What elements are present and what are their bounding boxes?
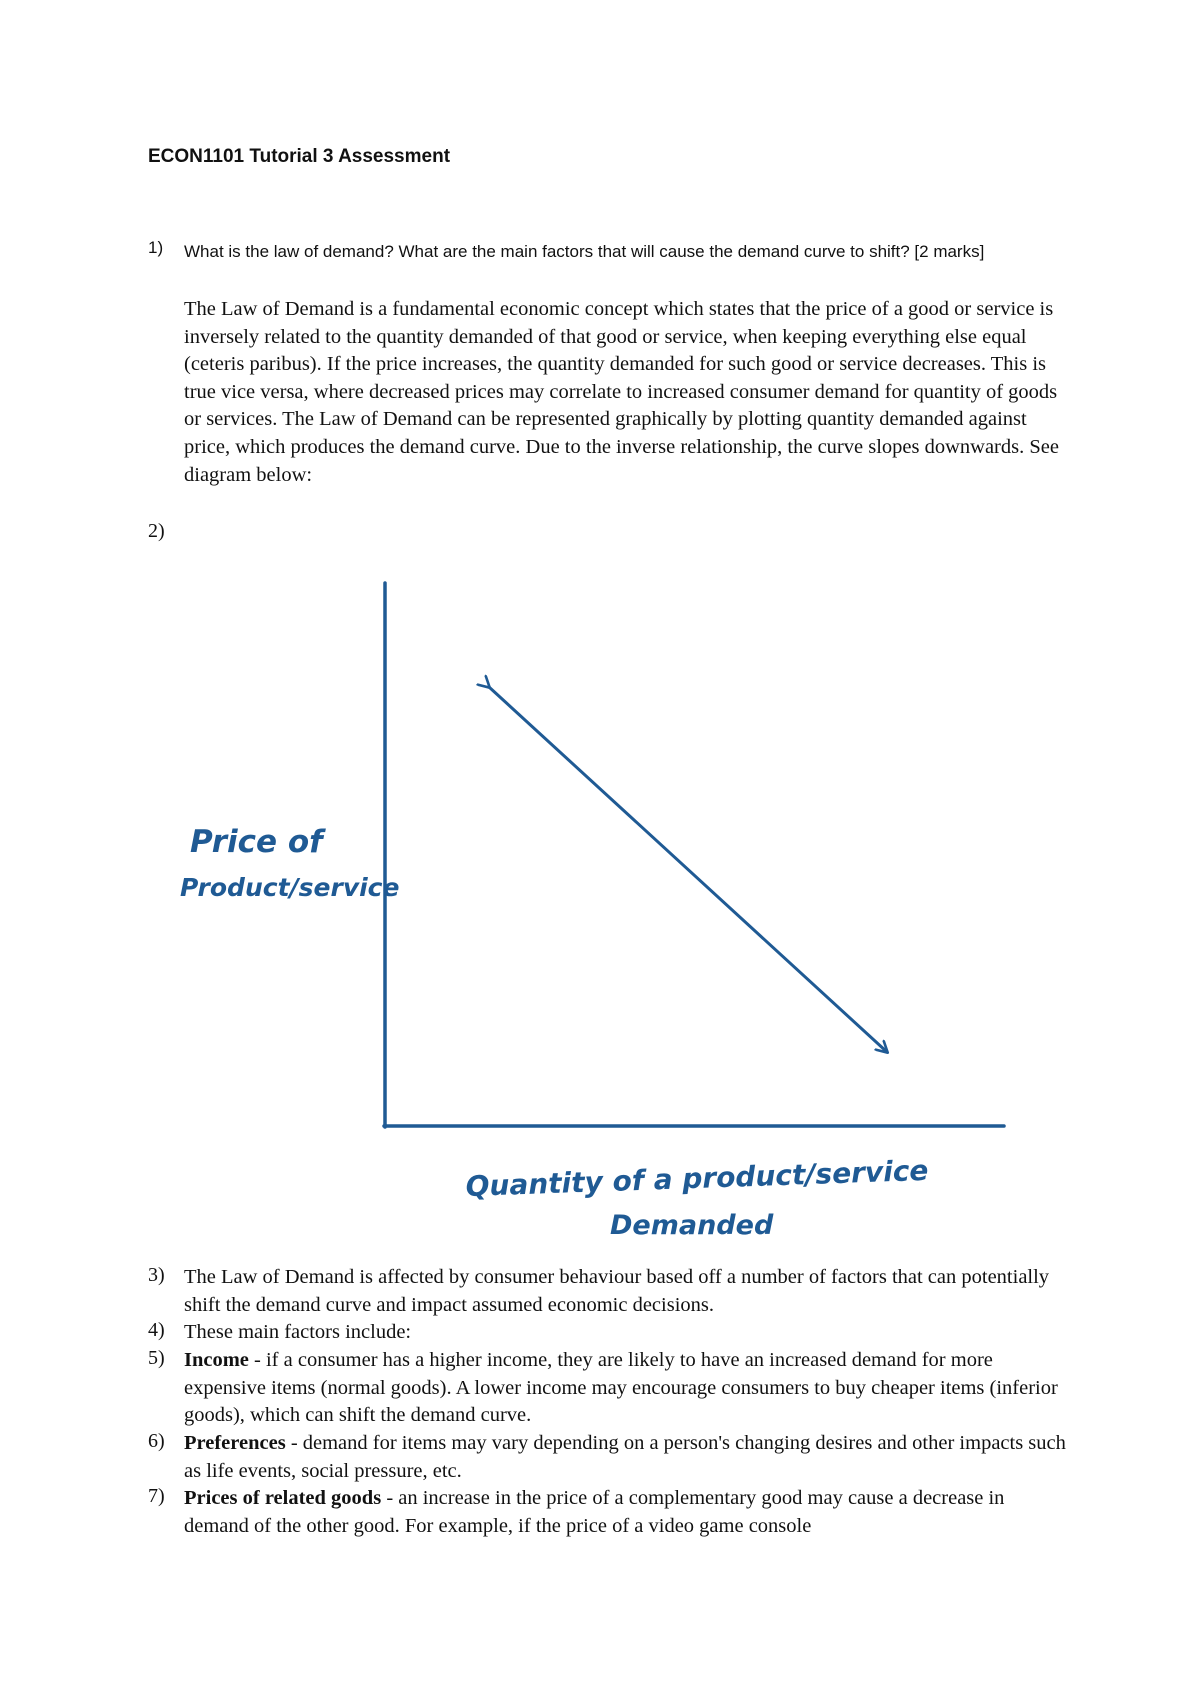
question-text: What is the law of demand? What are the main factors that will cause the demand curve to shift? [2 marks] [184, 242, 985, 261]
price-axis-label-line2: Product/service [180, 873, 400, 902]
item-5-text: - if a consumer has a higher income, they are likely to have an increased demand for more expensive items (normal goods). A lower income may encourage consumers to buy cheaper items (inferior goods), which can shift the demand curve. [184, 1349, 1058, 1427]
item-6-bold: Preferences [184, 1432, 286, 1454]
item-5-paragraph [184, 1347, 1074, 1430]
item-7-number: 7) [148, 1485, 165, 1507]
item-7-paragraph [184, 1485, 1074, 1540]
item-2-number: 2) [148, 520, 165, 542]
item-6-text: - demand for items may vary depending on a person's changing desires and other impacts such as life events, social pressure, etc. [184, 1432, 1066, 1482]
item-7-bold: Prices of related goods [184, 1487, 382, 1509]
item-4-text: These main factors include: [184, 1321, 412, 1343]
document-title: ECON1101 Tutorial 3 Assessment [148, 146, 451, 167]
answer-paragraph: The Law of Demand is a fundamental economic concept which states that the price of a good or service is inversely related to the quantity demanded of that good or service, when keeping everything else equal (ceteris paribus). If the price increases, the quantity demanded for such good or service decreases. This is true vice versa, where decreased prices may correlate to increased consumer demand for quantity of goods or services. The Law of Demand can be represented graphically by plotting quantity demanded against price, which produces the demand curve. Due to the inverse relationship, the curve slopes downwards. See diagram below: [184, 298, 1059, 486]
item-4-number: 4) [148, 1319, 165, 1341]
item-5-number: 5) [148, 1347, 165, 1369]
item-3-number: 3) [148, 1264, 165, 1286]
quantity-axis-label-line2: Demanded [610, 1210, 774, 1241]
item-6-number: 6) [148, 1430, 165, 1452]
item-6-paragraph [184, 1430, 1074, 1485]
item-5-bold: Income [184, 1349, 249, 1371]
price-axis-label-line1: Price of [190, 824, 323, 860]
item-7-text: - an increase in the price of a complementary good may cause a decrease in demand of the other good. For example, if the price of a video game console [184, 1487, 1005, 1537]
quantity-axis-label-line1: Quantity of a product/service [465, 1153, 929, 1203]
question-number: 1) [148, 238, 164, 257]
item-3-text: The Law of Demand is affected by consumer behaviour based off a number of factors that can potentially shift the demand curve and impact assumed economic decisions. [184, 1266, 1050, 1316]
demand-curve [489, 687, 887, 1052]
